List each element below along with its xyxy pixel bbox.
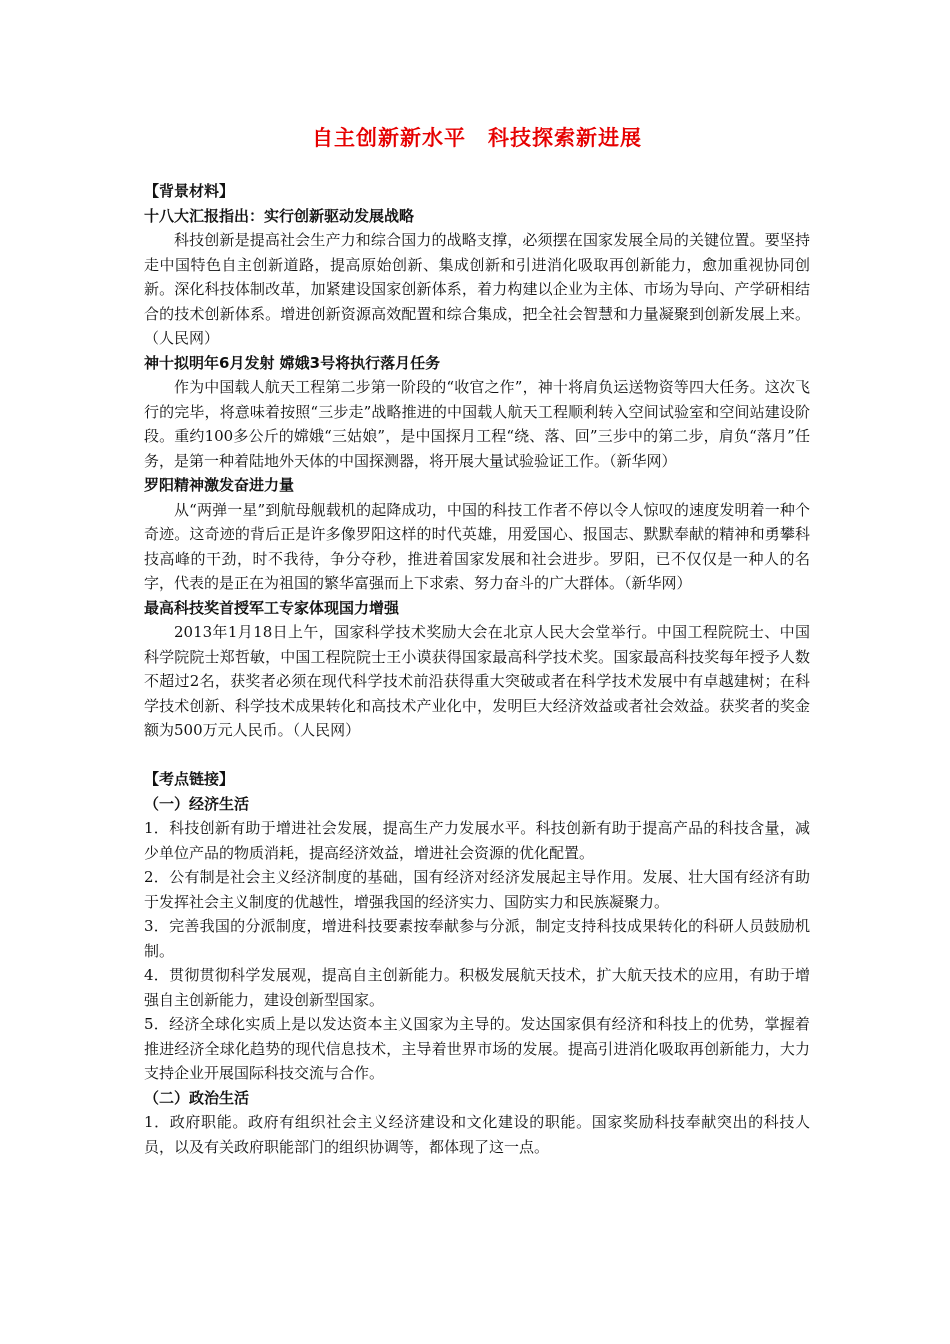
article-body: 科技创新是提高社会生产力和综合国力的战略支撑，必须摆在国家发展全局的关键位置。要坚持走中国特色自主创新道路，提高原始创新、集成创新和引进消化吸取再创新能力，愈加重视协同创新。深化科技体制改革，加紧建设国家创新体系，着力构建以企业为主体、市场为导向、产学研相结合的技术创新体系。增进创新资源高效配置和综合集成，把全社会智慧和力量凝聚到创新发展上来。（人民网）	[144, 231, 810, 347]
spacer	[144, 743, 810, 768]
list-item: 1．科技创新有助于增进社会发展，提高生产力发展水平。科技创新有助于提高产品的科技含量，减少单位产品的物质消耗，提高经济效益，增进社会资源的优化配置。	[144, 819, 810, 862]
article-heading: 神十拟明年6月发射 嫦娥3号将执行落月任务	[144, 353, 441, 372]
list-item: 5．经济全球化实质上是以发达资本主义国家为主导的。发达国家俱有经济和科技上的优势，掌握着推进经济全球化趋势的现代信息技术，主导着世界市场的发展。提高引进消化吸取再创新能力，大力支持企业开展国际科技交流与合作。	[144, 1015, 810, 1082]
section-heading: （二）政治生活	[144, 1088, 250, 1107]
list-item: 1．政府职能。政府有组织社会主义经济建设和文化建设的职能。国家奖励科技奉献突出的科技人员，以及有关政府职能部门的组织协调等，都体现了这一点。	[144, 1113, 810, 1156]
links-label: 【考点链接】	[144, 770, 235, 788]
document-page	[144, 122, 810, 1159]
list-item: 4．贯彻贯彻科学发展观，提高自主创新能力。积极发展航天技术，扩大航天技术的应用，有助于增强自主创新能力，建设创新型国家。	[144, 966, 810, 1009]
background-label: 【背景材料】	[144, 182, 235, 200]
article-body: 从“两弹一星”到航母舰载机的起降成功，中国的科技工作者不停以令人惊叹的速度发明着一种个奇迹。这奇迹的背后正是许多像罗阳这样的时代英雄，用爱国心、报国志、默默奉献的精神和勇攀科技高峰的干劲，时不我待，争分夺秒，推进着国家发展和社会进步。罗阳，已不仅仅是一种人的名字，代表的是正在为祖国的繁华富强而上下求索、努力奋斗的广大群体。（新华网）	[144, 500, 810, 592]
list-item: 2．公有制是社会主义经济制度的基础，国有经济对经济发展起主导作用。发展、壮大国有经济有助于发挥社会主义制度的优越性，增强我国的经济实力、国防实力和民族凝聚力。	[144, 868, 810, 911]
page-title: 自主创新新水平 科技探索新进展	[312, 126, 642, 150]
article-heading: 罗阳精神激发奋进力量	[144, 476, 295, 494]
article-body: 作为中国载人航天工程第二步第一阶段的“收官之作”，神十将肩负运送物资等四大任务。这次飞行的完毕，将意味着按照“三步走”战略推进的中国载人航天工程顺利转入空间试验室和空间站建设阶段。重约100多公斤的嫦娥“三姑娘”，是中国探月工程“绕、落、回”三步中的第二步，肩负“落月”任务，是第一种着陆地外天体的中国探测器，将开展大量试验验证工作。（新华网）	[144, 378, 810, 470]
list-item: 3．完善我国的分派制度，增进科技要素按奉献参与分派，制定支持科技成果转化的科研人员鼓励机制。	[144, 917, 810, 960]
article-heading: 十八大汇报指出：实行创新驱动发展战略	[144, 206, 415, 225]
section-heading: （一）经济生活	[144, 794, 250, 813]
article-heading: 最高科技奖首授军工专家体现国力增强	[144, 598, 400, 617]
article-body: 2013年1月18日上午，国家科学技术奖励大会在北京人民大会堂举行。中国工程院院士、中国科学院院士郑哲敏，中国工程院院士王小谟获得国家最高科学技术奖。国家最高科技奖每年授予人数不超过2名，获奖者必须在现代科学技术前沿获得重大突破或者在科学技术发展中有卓越建树；在科学技术创新、科学技术成果转化和高技术产业化中，发明巨大经济效益或者社会效益。获奖者的奖金额为500万元人民币。（人民网）	[144, 623, 810, 739]
